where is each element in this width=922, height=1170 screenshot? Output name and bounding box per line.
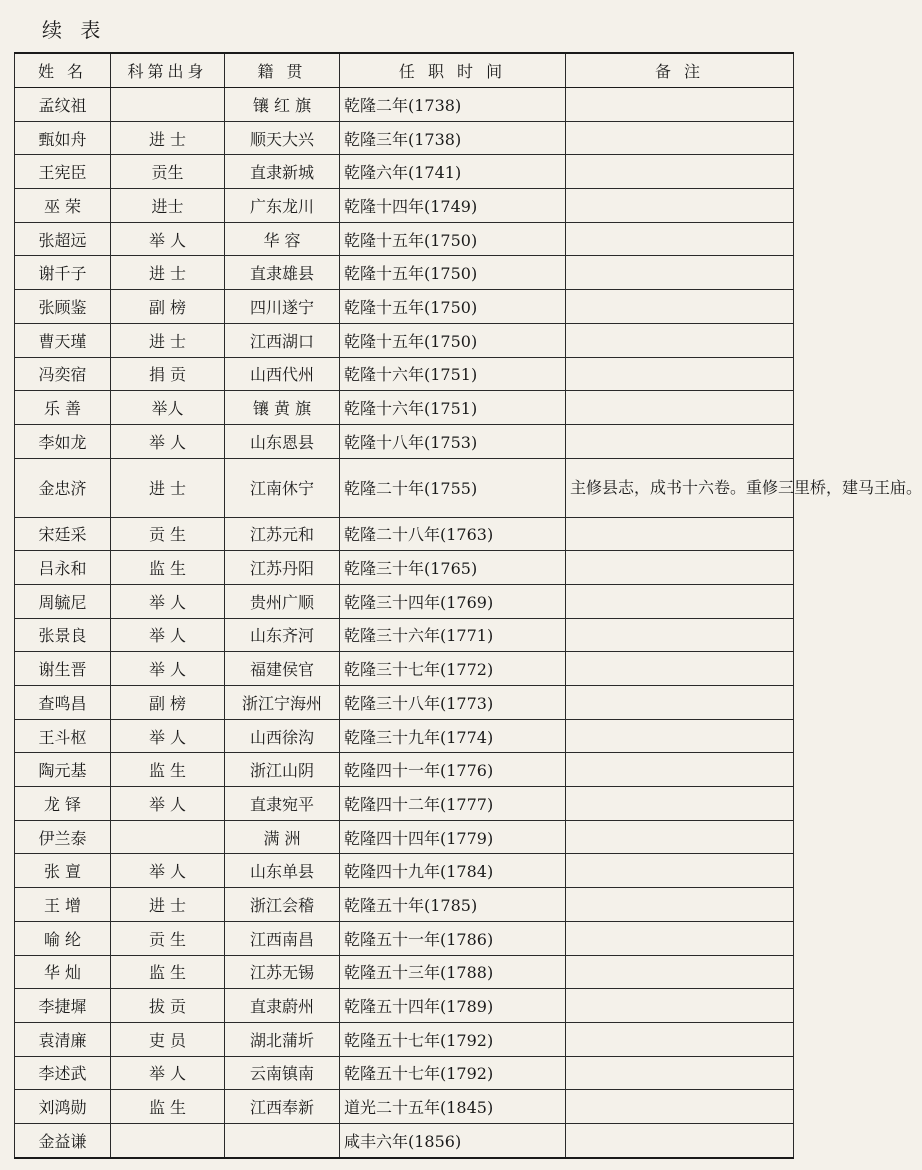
cell-home: 福建侯官 <box>225 652 340 686</box>
table-row <box>15 955 794 989</box>
cell-term: 乾隆三十七年(1772) <box>340 652 566 686</box>
table-row <box>15 652 794 686</box>
cell-term: 乾隆五十七年(1792) <box>340 1022 566 1056</box>
cell-term: 乾隆三年(1738) <box>340 121 566 155</box>
cell-home: 浙江山阴 <box>225 753 340 787</box>
cell-home: 镶 红 旗 <box>225 88 340 122</box>
cell-name: 谢生晋 <box>15 652 111 686</box>
cell-name: 伊兰泰 <box>15 820 111 854</box>
cell-home: 山东恩县 <box>225 424 340 458</box>
table-row <box>15 1090 794 1124</box>
cell-name: 王宪臣 <box>15 155 111 189</box>
cell-name: 冯奕宿 <box>15 357 111 391</box>
cell-term: 乾隆三十九年(1774) <box>340 719 566 753</box>
cell-name: 宋廷采 <box>15 517 111 551</box>
cell-term: 乾隆四十四年(1779) <box>340 820 566 854</box>
cell-term: 乾隆四十一年(1776) <box>340 753 566 787</box>
cell-exam: 举 人 <box>111 854 225 888</box>
table-row <box>15 854 794 888</box>
table-row <box>15 787 794 821</box>
table-row <box>15 458 794 517</box>
cell-exam <box>111 1123 225 1157</box>
cell-home: 山东齐河 <box>225 618 340 652</box>
table-row <box>15 290 794 324</box>
cell-term: 乾隆十五年(1750) <box>340 323 566 357</box>
cell-exam: 监 生 <box>111 551 225 585</box>
cell-term: 乾隆三十年(1765) <box>340 551 566 585</box>
cell-exam: 监 生 <box>111 1090 225 1124</box>
cell-exam: 举 人 <box>111 1056 225 1090</box>
cell-home: 湖北蒲圻 <box>225 1022 340 1056</box>
cell-home: 直隶雄县 <box>225 256 340 290</box>
cell-name: 华 灿 <box>15 955 111 989</box>
cell-home: 江苏无锡 <box>225 955 340 989</box>
cell-home: 浙江会稽 <box>225 888 340 922</box>
cell-exam: 进 士 <box>111 458 225 517</box>
cell-note <box>566 652 794 686</box>
cell-note <box>566 888 794 922</box>
table-row <box>15 391 794 425</box>
table-row <box>15 719 794 753</box>
cell-home: 江苏丹阳 <box>225 551 340 585</box>
table-row <box>15 517 794 551</box>
cell-home: 贵州广顺 <box>225 584 340 618</box>
cell-note <box>566 955 794 989</box>
cell-note <box>566 551 794 585</box>
cell-term: 乾隆十四年(1749) <box>340 189 566 223</box>
cell-name: 袁清廉 <box>15 1022 111 1056</box>
table-row <box>15 424 794 458</box>
cell-name: 孟纹祖 <box>15 88 111 122</box>
table-row <box>15 1022 794 1056</box>
cell-note <box>566 1022 794 1056</box>
cell-exam: 贡生 <box>111 155 225 189</box>
cell-term: 乾隆十五年(1750) <box>340 256 566 290</box>
cell-name: 查鸣昌 <box>15 686 111 720</box>
cell-note <box>566 1090 794 1124</box>
cell-note <box>566 854 794 888</box>
cell-note <box>566 121 794 155</box>
cell-home: 云南镇南 <box>225 1056 340 1090</box>
cell-home: 华 容 <box>225 222 340 256</box>
cell-home: 江苏元和 <box>225 517 340 551</box>
cell-home: 满 洲 <box>225 820 340 854</box>
table-row <box>15 551 794 585</box>
header-home: 籍 贯 <box>225 53 340 88</box>
cell-note <box>566 618 794 652</box>
cell-note <box>566 357 794 391</box>
header-exam: 科第出身 <box>111 53 225 88</box>
cell-exam: 举 人 <box>111 424 225 458</box>
table-row <box>15 222 794 256</box>
cell-exam: 副 榜 <box>111 290 225 324</box>
cell-home: 江西南昌 <box>225 921 340 955</box>
cell-exam: 拔 贡 <box>111 989 225 1023</box>
cell-exam: 举 人 <box>111 584 225 618</box>
cell-name: 乐 善 <box>15 391 111 425</box>
cell-exam: 进士 <box>111 189 225 223</box>
cell-name: 张顾鉴 <box>15 290 111 324</box>
cell-note <box>566 290 794 324</box>
cell-note <box>566 921 794 955</box>
cell-home: 四川遂宁 <box>225 290 340 324</box>
cell-name: 张超远 <box>15 222 111 256</box>
cell-name: 甄如舟 <box>15 121 111 155</box>
header-name: 姓 名 <box>15 53 111 88</box>
cell-home: 顺天大兴 <box>225 121 340 155</box>
table-row <box>15 989 794 1023</box>
cell-exam: 贡 生 <box>111 921 225 955</box>
cell-note <box>566 323 794 357</box>
header-note: 备 注 <box>566 53 794 88</box>
cell-term: 乾隆五十四年(1789) <box>340 989 566 1023</box>
officials-table <box>14 52 922 1159</box>
table-row <box>15 189 794 223</box>
cell-name: 李述武 <box>15 1056 111 1090</box>
cell-term: 乾隆四十二年(1777) <box>340 787 566 821</box>
table-body <box>15 88 922 1158</box>
cell-name: 曹天瑾 <box>15 323 111 357</box>
table-row <box>15 155 794 189</box>
table-caption: 续 表 <box>42 18 107 42</box>
cell-exam: 举 人 <box>111 719 225 753</box>
cell-home: 直隶宛平 <box>225 787 340 821</box>
cell-exam: 监 生 <box>111 753 225 787</box>
cell-home: 山西徐沟 <box>225 719 340 753</box>
cell-name: 龙 铎 <box>15 787 111 821</box>
cell-term: 乾隆五十年(1785) <box>340 888 566 922</box>
table-row <box>15 820 794 854</box>
cell-term: 道光二十五年(1845) <box>340 1090 566 1124</box>
cell-name: 王斗枢 <box>15 719 111 753</box>
table-row <box>15 323 794 357</box>
cell-note: 主修县志，成书十六卷。重修三里桥，建马王庙。 <box>566 458 794 517</box>
cell-term: 乾隆六年(1741) <box>340 155 566 189</box>
cell-home: 镶 黄 旗 <box>225 391 340 425</box>
cell-note <box>566 686 794 720</box>
cell-name: 谢千子 <box>15 256 111 290</box>
cell-term: 乾隆十六年(1751) <box>340 391 566 425</box>
cell-exam: 副 榜 <box>111 686 225 720</box>
cell-exam: 捐 贡 <box>111 357 225 391</box>
cell-note <box>566 753 794 787</box>
cell-term: 乾隆五十三年(1788) <box>340 955 566 989</box>
cell-note <box>566 256 794 290</box>
cell-note <box>566 517 794 551</box>
cell-term: 乾隆二年(1738) <box>340 88 566 122</box>
cell-exam <box>111 88 225 122</box>
cell-term: 乾隆二十八年(1763) <box>340 517 566 551</box>
cell-note <box>566 584 794 618</box>
cell-exam: 进 士 <box>111 888 225 922</box>
cell-home: 广东龙川 <box>225 189 340 223</box>
cell-term: 乾隆三十八年(1773) <box>340 686 566 720</box>
cell-note <box>566 989 794 1023</box>
cell-home: 浙江宁海州 <box>225 686 340 720</box>
cell-name: 巫 荣 <box>15 189 111 223</box>
cell-note <box>566 719 794 753</box>
cell-name: 李捷墀 <box>15 989 111 1023</box>
table-row <box>15 618 794 652</box>
cell-home: 江西奉新 <box>225 1090 340 1124</box>
cell-exam: 举 人 <box>111 222 225 256</box>
table-row <box>15 888 794 922</box>
cell-exam <box>111 820 225 854</box>
cell-note <box>566 189 794 223</box>
cell-note <box>566 1056 794 1090</box>
cell-term: 乾隆五十一年(1786) <box>340 921 566 955</box>
cell-note <box>566 424 794 458</box>
cell-exam: 举 人 <box>111 787 225 821</box>
cell-term: 乾隆十五年(1750) <box>340 222 566 256</box>
cell-name: 喻 纶 <box>15 921 111 955</box>
header-row <box>15 53 794 88</box>
table-row <box>15 921 794 955</box>
table-row <box>15 1056 794 1090</box>
cell-term: 乾隆三十六年(1771) <box>340 618 566 652</box>
cell-home: 直隶新城 <box>225 155 340 189</box>
cell-term: 乾隆十五年(1750) <box>340 290 566 324</box>
cell-term: 咸丰六年(1856) <box>340 1123 566 1157</box>
cell-exam: 监 生 <box>111 955 225 989</box>
cell-exam: 进 士 <box>111 256 225 290</box>
cell-home: 江西湖口 <box>225 323 340 357</box>
cell-note <box>566 391 794 425</box>
header-term: 任 职 时 间 <box>340 53 566 88</box>
cell-note <box>566 222 794 256</box>
cell-home: 山东单县 <box>225 854 340 888</box>
cell-exam: 举 人 <box>111 618 225 652</box>
cell-note <box>566 88 794 122</box>
cell-name: 王 增 <box>15 888 111 922</box>
cell-home: 江南休宁 <box>225 458 340 517</box>
cell-name: 周毓尼 <box>15 584 111 618</box>
cell-note <box>566 155 794 189</box>
cell-exam: 贡 生 <box>111 517 225 551</box>
table-row <box>15 357 794 391</box>
cell-term: 乾隆二十年(1755) <box>340 458 566 517</box>
table-row <box>15 753 794 787</box>
cell-term: 乾隆三十四年(1769) <box>340 584 566 618</box>
cell-exam: 举 人 <box>111 652 225 686</box>
cell-name: 金益谦 <box>15 1123 111 1157</box>
cell-term: 乾隆十八年(1753) <box>340 424 566 458</box>
cell-name: 陶元基 <box>15 753 111 787</box>
cell-name: 李如龙 <box>15 424 111 458</box>
cell-exam: 举人 <box>111 391 225 425</box>
cell-exam: 进 士 <box>111 323 225 357</box>
cell-name: 金忠济 <box>15 458 111 517</box>
table-row <box>15 88 794 122</box>
cell-term: 乾隆十六年(1751) <box>340 357 566 391</box>
table-row <box>15 256 794 290</box>
cell-note <box>566 787 794 821</box>
cell-home: 山西代州 <box>225 357 340 391</box>
cell-home <box>225 1123 340 1157</box>
cell-note <box>566 820 794 854</box>
table-row <box>15 686 794 720</box>
cell-exam: 进 士 <box>111 121 225 155</box>
cell-name: 张 亶 <box>15 854 111 888</box>
table-row <box>15 584 794 618</box>
cell-name: 吕永和 <box>15 551 111 585</box>
cell-name: 刘鸿勋 <box>15 1090 111 1124</box>
cell-term: 乾隆四十九年(1784) <box>340 854 566 888</box>
cell-note <box>566 1123 794 1157</box>
table-row <box>15 121 794 155</box>
cell-home: 直隶蔚州 <box>225 989 340 1023</box>
cell-name: 张景良 <box>15 618 111 652</box>
cell-term: 乾隆五十七年(1792) <box>340 1056 566 1090</box>
cell-exam: 吏 员 <box>111 1022 225 1056</box>
table-row <box>15 1123 794 1157</box>
